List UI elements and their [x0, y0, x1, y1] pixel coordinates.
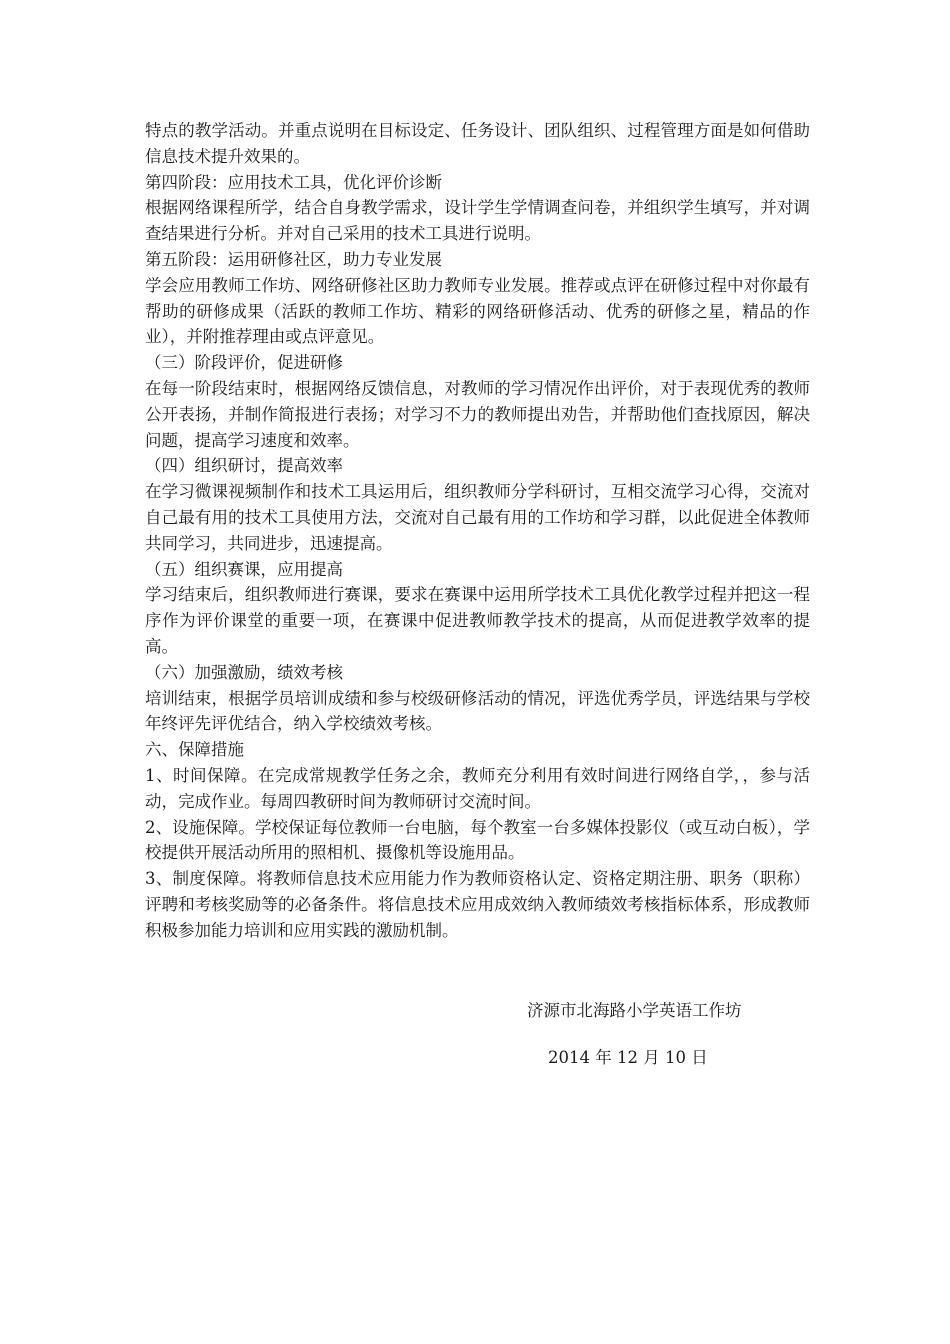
heading-stage-four: 第四阶段：应用技术工具，优化评价诊断 — [145, 172, 442, 192]
paragraph-facility-safeguard: 2、设施保障。学校保证每位教师一台电脑，每个教室一台多媒体投影仪（或互动白板），学校提供开展活动所用的照相机、摄像机等设施用品。 — [145, 817, 810, 863]
paragraph-stage-five: 学会应用教师工作坊、网络研修社区助力教师专业发展。推荐或点评在研修过程中对你最有帮助的研修成果（活跃的教师工作坊、精彩的网络研修活动、优秀的研修之星，精品的作业），并附推荐理由或点评意见。 — [145, 275, 810, 347]
document-body — [145, 118, 810, 944]
heading-organize-discussion: （四）组织研讨，提高效率 — [145, 456, 343, 476]
date-line: 2014 年 12 月 10 日 — [548, 1048, 708, 1067]
paragraph-time-safeguard: 1、时间保障。在完成常规教学任务之余，教师充分利用有效时间进行网络自学，，参与活动，完成作业。每周四教研时间为教师研讨交流时间。 — [145, 765, 810, 811]
signature-line: 济源市北海路小学英语工作坊 — [527, 1001, 742, 1020]
paragraph-system-safeguard: 3、制度保障。将教师信息技术应用能力作为教师资格认定、资格定期注册、职务（职称）评聘和考核奖励等的必备条件。将信息技术应用成效纳入教师绩效考核指标体系，形成教师积极参加能力培训和应用实践的激励机制。 — [145, 869, 810, 940]
heading-stage-five: 第五阶段：运用研修社区，助力专业发展 — [145, 249, 442, 269]
heading-stage-evaluation: （三）阶段评价，促进研修 — [145, 353, 343, 373]
paragraph-stage-four: 根据网络课程所学，结合自身教学需求，设计学生学情调查问卷，并组织学生填写，并对调查结果进行分析。并对自己采用的技术工具进行说明。 — [145, 198, 810, 244]
heading-incentive: （六）加强激励，绩效考核 — [145, 662, 343, 682]
paragraph-organize-contest: 学习结束后，组织教师进行赛课，要求在赛课中运用所学技术工具优化教学过程并把这一程序作为评价课堂的重要一项，在赛课中促进教师教学技术的提高，从而促进教学效率的提高。 — [145, 585, 810, 656]
heading-organize-contest: （五）组织赛课，应用提高 — [145, 559, 343, 579]
paragraph-stage-evaluation: 在每一阶段结束时，根据网络反馈信息，对教师的学习情况作出评价，对于表现优秀的教师公开表扬，并制作简报进行表扬；对学习不力的教师提出劝告，并帮助他们查找原因，解决问题，提高学习速度和效率。 — [145, 378, 810, 450]
paragraph-organize-discussion: 在学习微课视频制作和技术工具运用后，组织教师分学科研讨，互相交流学习心得，交流对自己最有用的技术工具使用方法，交流对自己最有用的工作坊和学习群，以此促进全体教师共同学习，共同进步，迅速提高。 — [145, 482, 810, 553]
paragraph-continuation: 特点的教学活动。并重点说明在目标设定、任务设计、团队组织、过程管理方面是如何借助信息技术提升效果的。 — [145, 121, 810, 166]
heading-safeguards: 六、保障措施 — [145, 740, 244, 760]
paragraph-incentive: 培训结束，根据学员培训成绩和参与校级研修活动的情况，评选优秀学员，评选结果与学校年终评先评优结合，纳入学校绩效考核。 — [145, 688, 810, 734]
